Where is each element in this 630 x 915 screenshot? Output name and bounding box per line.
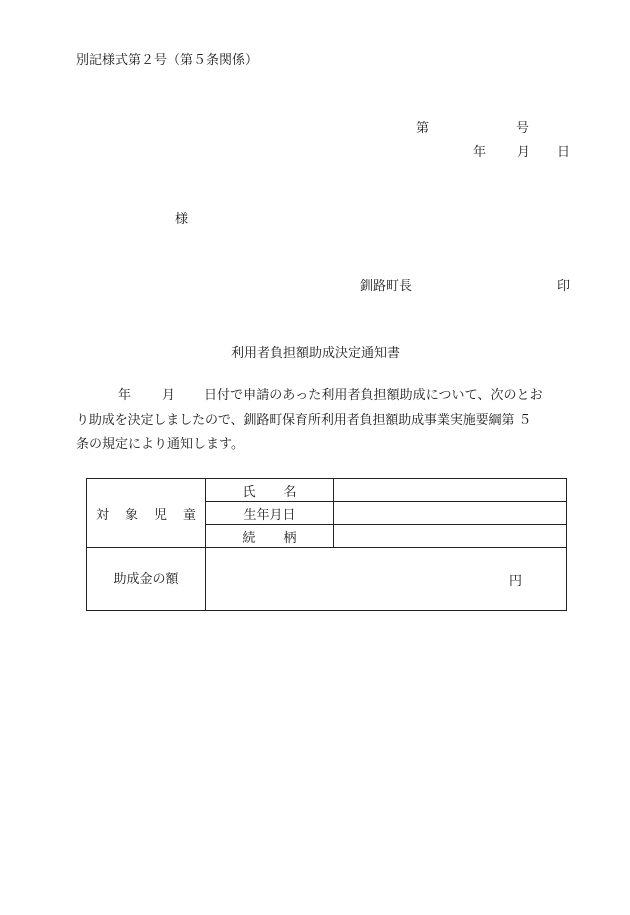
body-line-1: 日付で申請のあった利用者負担額助成について、次のとお xyxy=(204,388,543,403)
seal-mark: 印 xyxy=(557,279,571,294)
subsidy-amount-field[interactable] xyxy=(206,548,567,611)
date-day: 日 xyxy=(557,145,571,160)
relation-label: 続 柄 xyxy=(206,525,334,548)
date-year: 年 xyxy=(473,145,487,160)
date-month: 月 xyxy=(517,145,531,160)
birthdate-label: 生年月日 xyxy=(206,502,334,525)
body-month: 月 xyxy=(162,388,176,403)
relation-value-field[interactable] xyxy=(334,525,567,548)
body-year: 年 xyxy=(118,388,132,403)
yen-unit: 円 xyxy=(508,574,522,589)
subsidy-table xyxy=(86,478,567,611)
target-child-label: 対 象 児 童 xyxy=(87,479,206,548)
name-value-field[interactable] xyxy=(334,479,567,502)
document-number-prefix: 第 xyxy=(416,121,430,136)
sender-title: 釧路町長 xyxy=(360,279,413,294)
document-title: 利用者負担額助成決定通知書 xyxy=(231,346,401,361)
name-label: 氏 名 xyxy=(206,479,334,502)
subsidy-amount-label: 助成金の額 xyxy=(87,548,206,611)
birthdate-value-field[interactable] xyxy=(334,502,567,525)
addressee-honorific: 様 xyxy=(175,212,189,227)
body-line-2: り助成を決定しましたので、釧路町保育所利用者負担額助成事業実施要綱第 ５ xyxy=(76,413,532,428)
body-line-3: 条の規定により通知します。 xyxy=(76,437,244,452)
form-number: 別記様式第２号（第５条関係） xyxy=(76,53,259,68)
document-number-suffix: 号 xyxy=(516,121,530,136)
